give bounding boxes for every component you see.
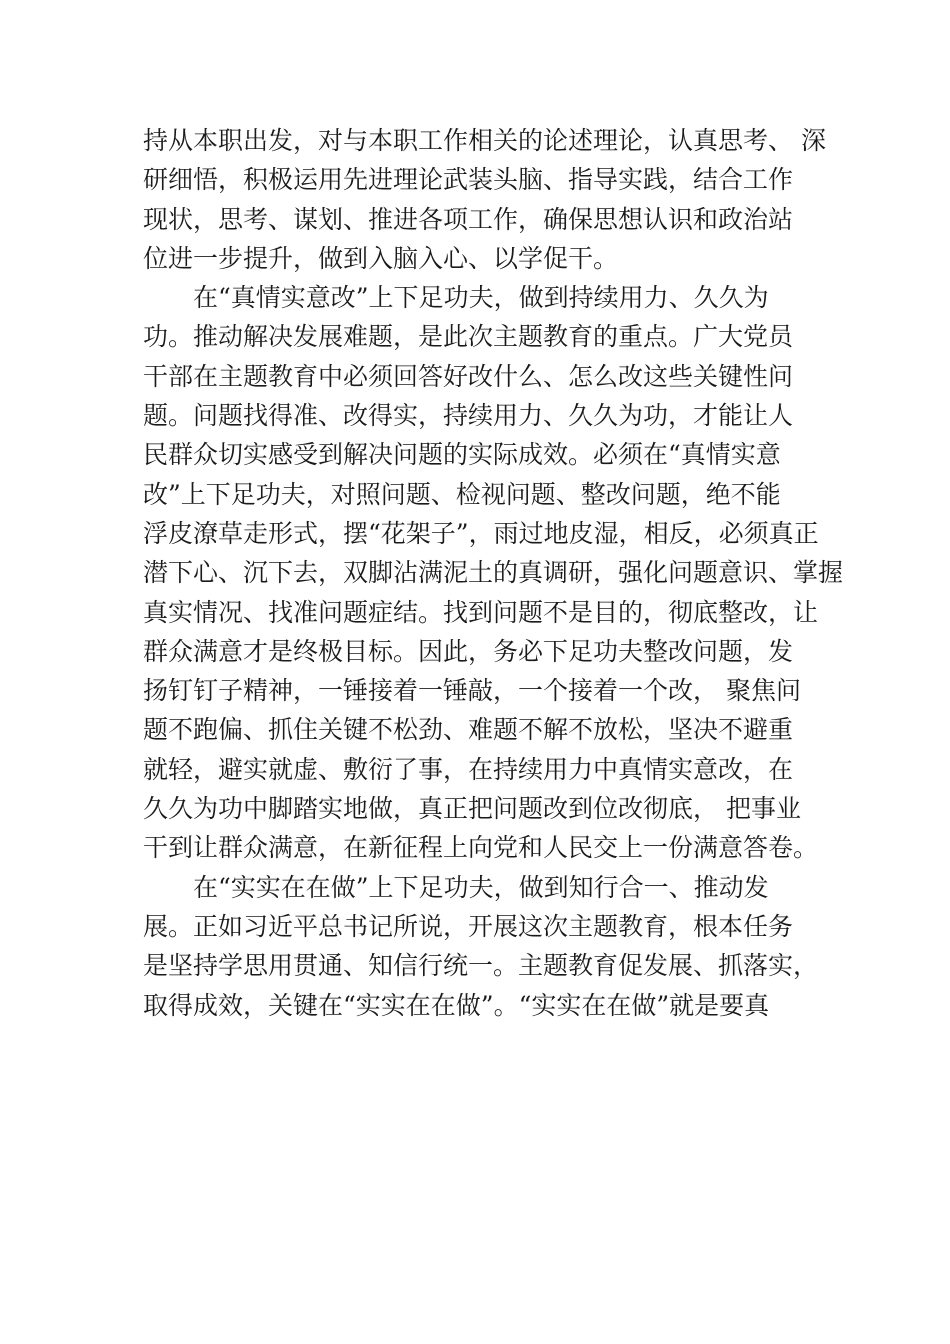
text-line: 在“实实在在做”上下足功夫，做到知行合一、推动发 <box>143 872 769 902</box>
text-line: 题。问题找得准、改得实，持续用力、久久为功，才能让人 <box>143 401 794 431</box>
text-line: 潜下心、沉下去，双脚沾满泥土的真调研，强化问题意识、掌握 <box>143 558 844 588</box>
paragraph-1 <box>143 121 826 278</box>
text-line: 浮皮潦草走形式，摆“花架子”，雨过地皮湿，相反，必须真正 <box>143 518 819 548</box>
text-line: 功。推动解决发展难题，是此次主题教育的重点。广大党员 <box>143 322 794 352</box>
text-line: 就轻，避实就虚、敷衍了事，在持续用力中真情实意改，在 <box>143 754 794 784</box>
text-line: 久久为功中脚踏实地做，真正把问题改到位改彻底， 把事业 <box>143 794 801 824</box>
text-line: 持从本职出发，对与本职工作相关的论述理论，认真思考、 深 <box>143 126 826 155</box>
text-line: 扬钉钉子精神，一锤接着一锤敲，一个接着一个改， 聚焦问 <box>143 676 801 706</box>
text-line: 位进一步提升，做到入脑入心、以学促干。 <box>143 243 619 273</box>
text-line: 干部在主题教育中必须回答好改什么、怎么改这些关键性问 <box>143 361 794 391</box>
text-line: 研细悟，积极运用先进理论武装头脑、指导实践，结合工作 <box>143 165 794 195</box>
text-line: 真实情况、找准问题症结。找到问题不是目的，彻底整改，让 <box>143 597 819 627</box>
text-line: 展。正如习近平总书记所说，开展这次主题教育，根本任务 <box>143 911 794 941</box>
text-line: 民群众切实感受到解决问题的实际成效。必须在“真情实意 <box>143 440 781 470</box>
text-line: 干到让群众满意，在新征程上向党和人民交上一份满意答卷。 <box>143 833 819 863</box>
text-line: 群众满意才是终极目标。因此，务必下足功夫整改问题，发 <box>143 636 794 666</box>
paragraph-2 <box>143 278 844 867</box>
text-line: 现状，思考、谋划、推进各项工作，确保思想认识和政治站 <box>143 204 794 234</box>
text-line: 取得成效，关键在“实实在在做”。“实实在在做”就是要真 <box>143 990 770 1020</box>
text-line: 改”上下足功夫，对照问题、检视问题、整改问题，绝不能 <box>143 479 781 509</box>
body-text <box>143 121 844 1025</box>
text-line: 题不跑偏、抓住关键不松劲、难题不解不放松，坚决不避重 <box>143 715 794 745</box>
text-line: 是坚持学思用贯通、知信行统一。主题教育促发展、抓落实， <box>143 951 819 981</box>
paragraph-3 <box>143 868 823 1025</box>
text-line: 在“真情实意改”上下足功夫，做到持续用力、久久为 <box>143 283 769 313</box>
